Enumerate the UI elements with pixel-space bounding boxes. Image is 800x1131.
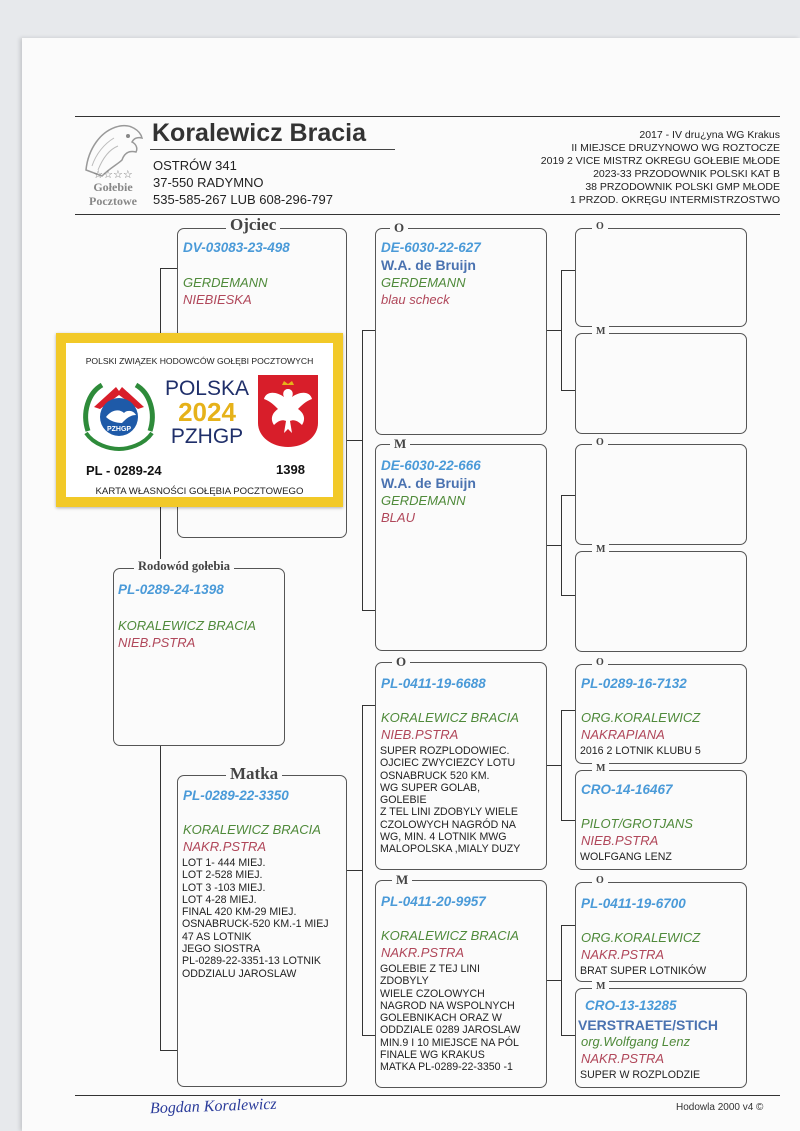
mff-ring: PL-0289-16-7132 (581, 676, 687, 691)
address-line2: 37-550 RADYMNO (153, 175, 264, 190)
fmf-label: O (592, 437, 608, 448)
mother-breeder: KORALEWICZ BRACIA (183, 822, 321, 837)
address-line1: OSTRÓW 341 (153, 158, 237, 173)
logo-stars: ☆☆☆☆ (93, 169, 133, 181)
mmf-label: O (592, 875, 608, 886)
fm-line: GERDEMANN (381, 493, 466, 508)
mmm-color: NAKR.PSTRA (581, 1051, 665, 1066)
mmm-ring: CRO-13-13285 (585, 998, 677, 1013)
achievement-line: 2017 - IV dru¿yna WG Krakus (639, 129, 780, 141)
mfm-notes: WOLFGANG LENZ (580, 851, 672, 863)
mfm-label: M (592, 763, 609, 774)
connector-mother-parents (362, 705, 363, 1035)
connector (362, 610, 376, 611)
subject-color: NIEB.PSTRA (118, 635, 196, 650)
polish-eagle-icon (256, 373, 320, 449)
achievement-line: II MIEJSCE DRUZYNOWO WG ROZTOCZE (571, 142, 780, 154)
connector (561, 820, 575, 821)
card-number: 1398 (276, 462, 305, 477)
father-color: NIEBIESKA (183, 292, 252, 307)
ffm-box (575, 333, 747, 434)
mf-color: NIEB.PSTRA (381, 727, 459, 742)
connector (561, 270, 575, 271)
phone: 535-585-267 LUB 608-296-797 (153, 192, 333, 207)
mfm-breeder: PILOT/GROTJANS (581, 816, 693, 831)
pzhgp-logo-text: PZHGP (106, 426, 132, 433)
mmf-notes: BRAT SUPER LOTNIKÓW (580, 965, 707, 977)
connector (561, 390, 575, 391)
ff-line: GERDEMANN (381, 275, 466, 290)
connector (561, 595, 575, 596)
fmm-box (575, 551, 747, 652)
connector (561, 270, 562, 390)
subject-ring: PL-0289-24-1398 (118, 582, 224, 597)
header-top-rule (75, 116, 780, 117)
connector (160, 268, 178, 269)
ffm-label: M (592, 326, 609, 337)
logo (78, 120, 148, 212)
mf-ring: PL-0411-19-6688 (381, 676, 486, 691)
achievement-line: 1 PRZOD. OKRĘGU INTERMISTRZOSTWO (569, 194, 780, 206)
software-credit: Hodowla 2000 v4 © (676, 1102, 764, 1113)
mmf-ring: PL-0411-19-6700 (581, 896, 686, 911)
fff-box (575, 228, 747, 327)
connector (362, 1035, 376, 1036)
mf-label: O (392, 654, 410, 670)
mmf-breeder: ORG.KORALEWICZ (581, 930, 701, 945)
connector (160, 1050, 178, 1051)
connector-father-parents (362, 330, 363, 610)
achievements (440, 129, 780, 207)
logo-text2: Pocztowe (89, 194, 137, 208)
connector (546, 330, 561, 331)
fff-label: O (592, 221, 608, 232)
achievement-line: 38 PRZODOWNIK POLSKI GMP MŁODE (585, 181, 780, 193)
ff-ring: DE-6030-22-627 (381, 240, 481, 255)
fm-breeder: W.A. de Bruijn (381, 475, 476, 491)
connector (546, 765, 561, 766)
connector (561, 925, 575, 926)
footer-rule (75, 1095, 780, 1096)
mmm-breeder: VERSTRAETE/STICH (578, 1017, 719, 1033)
mmm-notes: SUPER W ROZPLODZIE (580, 1069, 701, 1081)
subject-label: Rodowód gołebia (134, 559, 234, 574)
card-abbr: PZHGP (170, 425, 244, 448)
mother-label: Matka (226, 764, 282, 784)
mm-breeder: KORALEWICZ BRACIA (381, 928, 519, 943)
connector (362, 330, 376, 331)
fm-ring: DE-6030-22-666 (381, 458, 481, 473)
pzhgp-logo-icon (80, 373, 158, 451)
achievement-line: 2023-33 PRZODOWNIK POLSKI KAT B (593, 168, 780, 180)
mfm-ring: CRO-14-16467 (581, 782, 673, 797)
title-underline (150, 149, 395, 150)
connector (561, 495, 575, 496)
ff-label: O (390, 220, 408, 236)
card-year: 2024 (178, 397, 236, 427)
connector (346, 870, 362, 871)
mff-notes: 2016 2 LOTNIK KLUBU 5 (580, 745, 701, 757)
ownership-card (56, 333, 343, 507)
fmf-box (575, 444, 747, 545)
mm-notes: GOLEBIE Z TEJ LINI ZDOBYLY WIELE CZOLOWYCH NAGROD NA WSPOLNYCH GOLEBNIKACH ORAZ W ODDZIALE 0289 JAROSLAW MIN.9 I 10 MIEJSCE NA PÓL FINALE WG KRAKUS MATKA PL-0289-22-3350 -1 (380, 963, 521, 1074)
ff-breeder: W.A. de Bruijn (381, 257, 476, 273)
achievement-line: 2019 2 VICE MISTRZ OKREGU GOŁEBIE MŁODE (540, 155, 780, 167)
mother-ring: PL-0289-22-3350 (183, 788, 289, 803)
mm-color: NAKR.PSTRA (381, 945, 465, 960)
mmf-color: NAKR.PSTRA (581, 947, 665, 962)
card-footer: KARTA WŁASNOŚCI GOŁĘBIA POCZTOWEGO (95, 486, 304, 497)
mf-notes: SUPER ROZPLODOWIEC. OJCIEC ZWYCIEZCY LOTU OSNABRUCK 520 KM. WG SUPER GOLAB, GOLEBIE Z TEL LINI ZDOBYLY WIELE CZOLOWYCH NAGRÓD NA WG, MIN. 4 LOTNIK MWG MALOPOLSKA ,MIALY DUZY (380, 745, 521, 856)
fm-label: M (390, 436, 410, 452)
header-bottom-rule (75, 214, 780, 215)
father-label: Ojciec (226, 215, 280, 235)
mmm-label: M (592, 981, 609, 992)
mff-label: O (592, 657, 608, 668)
connector (561, 925, 562, 1035)
connector (362, 705, 376, 706)
ownership-card-inner (66, 343, 333, 497)
mf-breeder: KORALEWICZ BRACIA (381, 710, 519, 725)
mother-color: NAKR.PSTRA (183, 839, 267, 854)
mm-label: M (392, 872, 412, 888)
signature: Bogdan Koralewicz (149, 1095, 277, 1118)
connector (561, 710, 562, 820)
mff-color: NAKRAPIANA (581, 727, 665, 742)
connector-mother (160, 745, 161, 1050)
connector (561, 1035, 575, 1036)
ff-color: blau scheck (381, 292, 450, 307)
fmm-label: M (592, 544, 609, 555)
father-ring: DV-03083-23-498 (183, 240, 290, 255)
connector (561, 495, 562, 595)
fm-color: BLAU (381, 510, 415, 525)
father-line: GERDEMANN (183, 275, 268, 290)
card-country: POLSKA (164, 377, 250, 400)
logo-text1: Gołebie (93, 180, 133, 194)
connector (561, 710, 575, 711)
subject-breeder: KORALEWICZ BRACIA (118, 618, 256, 633)
connector (546, 980, 561, 981)
mm-ring: PL-0411-20-9957 (381, 894, 486, 909)
page-title: Koralewicz Bracia (152, 119, 366, 147)
mother-notes: LOT 1- 444 MIEJ. LOT 2-528 MIEJ. LOT 3 -103 MIEJ. LOT 4-28 MIEJ. FINAL 420 KM-29 MIEJ. OSNABRUCK-520 KM.-1 MIEJ 47 AS LOTNIK JEGO SIOSTRA PL-0289-22-3351-13 LOTNIK ODDZIALU JAROSLAW (182, 857, 329, 980)
card-org: POLSKI ZWIĄZEK HODOWCÓW GOŁĘBI POCZTOWYCH (85, 356, 314, 366)
connector (346, 440, 362, 441)
mfm-color: NIEB.PSTRA (581, 833, 659, 848)
mff-breeder: ORG.KORALEWICZ (581, 710, 701, 725)
connector (546, 545, 561, 546)
card-ring: PL - 0289-24 (86, 463, 162, 478)
mmm-origin: org.Wolfgang Lenz (581, 1034, 691, 1049)
